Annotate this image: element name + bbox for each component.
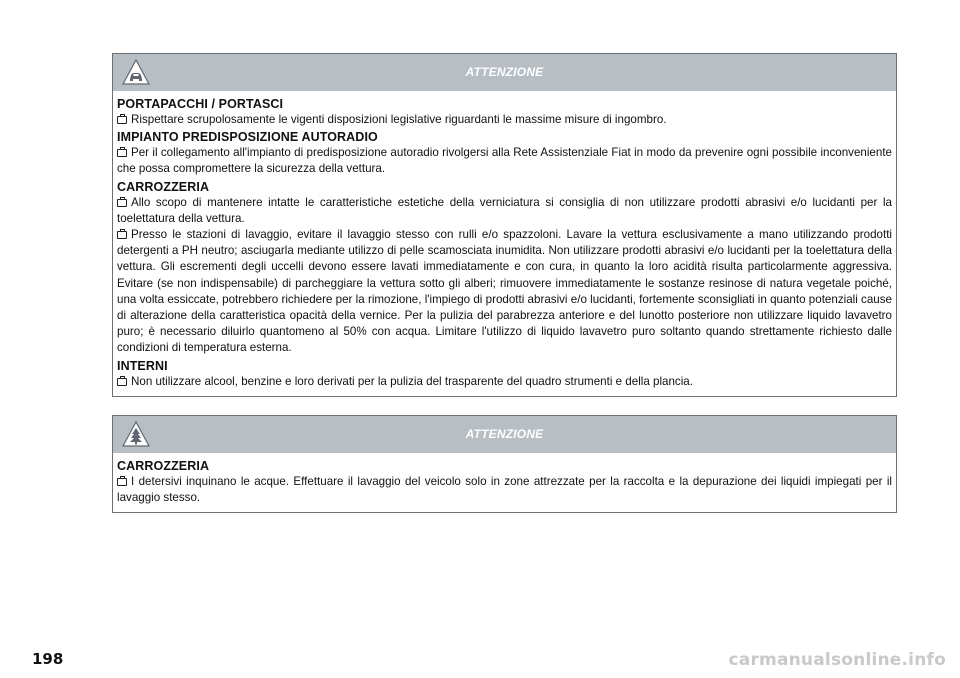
car-bullet-icon [117,116,127,124]
paragraph: Presso le stazioni di lavaggio, evitare il lavaggio stesso con rulli e/o spazzoloni. Lavare la vettura esclusivamente a mano utilizzando prodotti detergenti a PH neutro; asciugarla mediante utilizzo di pelle scamosciata inumidita. Non utilizzare prodotti abrasivi e/o lucidanti per la toelettatura della vettura. Gli escrementi degli uccelli devono essere lavati immediatamente e con cura, in quanto la loro acidità risulta particolarmente aggressiva. Evitare (se non indispensabile) di parcheggiare la vettura sotto gli alberi; rimuovere immediatamente le sostanze resinose di natura vegetale poiché, una volta essiccate, potrebbero richiedere per la rimozione, l'impiego di prodotti abrasivi e/o lucidanti, fortemente sconsigliati in quanto potenziali cause di alterazione della caratteristica opacità della vernice. Per la pulizia del parabrezza anteriore e del lunotto posteriore non utilizzare liquido lavavetro puro; è necessario diluirlo quantomeno al 50% con acqua. Limitare l'utilizzo di liquido lavavetro puro soltanto quando strettamente richiesto dalle condizioni di temperatura esterna. [117,228,892,355]
paragraph: Per il collegamento all'impianto di predisposizione autoradio rivolgersi alla Rete Assistenziale Fiat in modo da prevenire ogni possibile inconveniente che possa compromettere la sicurezza della vettura. [117,146,892,176]
warning-title: ATTENZIONE [465,65,544,79]
car-bullet-icon [117,378,127,386]
car-bullet-icon [117,478,127,486]
section-title-interni: INTERNI [117,358,168,373]
page-number: 198 [32,650,64,668]
section-title-carrozzeria: CARROZZERIA [117,459,210,473]
warning-box-header [113,54,896,91]
warning-box-2 [112,415,897,513]
warning-title: ATTENZIONE [465,427,544,441]
paragraph: Rispettare scrupolosamente le vigenti disposizioni legislative riguardanti le massime misure di ingombro. [117,112,892,128]
warning-box-body [113,91,896,396]
section-title-autoradio: IMPIANTO PREDISPOSIZIONE AUTORADIO [117,130,378,145]
section-title-portapacchi: PORTAPACCHI / PORTASCI [117,97,284,111]
car-bullet-icon [117,199,127,207]
car-bullet-icon [117,231,127,239]
section-title-carrozzeria: CARROZZERIA [117,179,210,194]
warning-box-1 [112,53,897,397]
paragraph: I detersivi inquinano le acque. Effettuare il lavaggio del veicolo solo in zone attrezzate per la raccolta e la depurazione dei liquidi impiegati per il lavaggio stesso. [117,475,892,505]
car-bullet-icon [117,149,127,157]
paragraph: Non utilizzare alcool, benzine e loro derivati per la pulizia del trasparente del quadro strumenti e della plancia. [117,374,892,390]
warning-box-body [113,453,896,512]
warning-box-header [113,416,896,453]
watermark: carmanualsonline.info [728,650,946,670]
paragraph: Allo scopo di mantenere intatte le caratteristiche estetiche della verniciatura si consiglia di non utilizzare prodotti abrasivi e/o lucidanti per la toelettatura della vettura. [117,195,892,225]
